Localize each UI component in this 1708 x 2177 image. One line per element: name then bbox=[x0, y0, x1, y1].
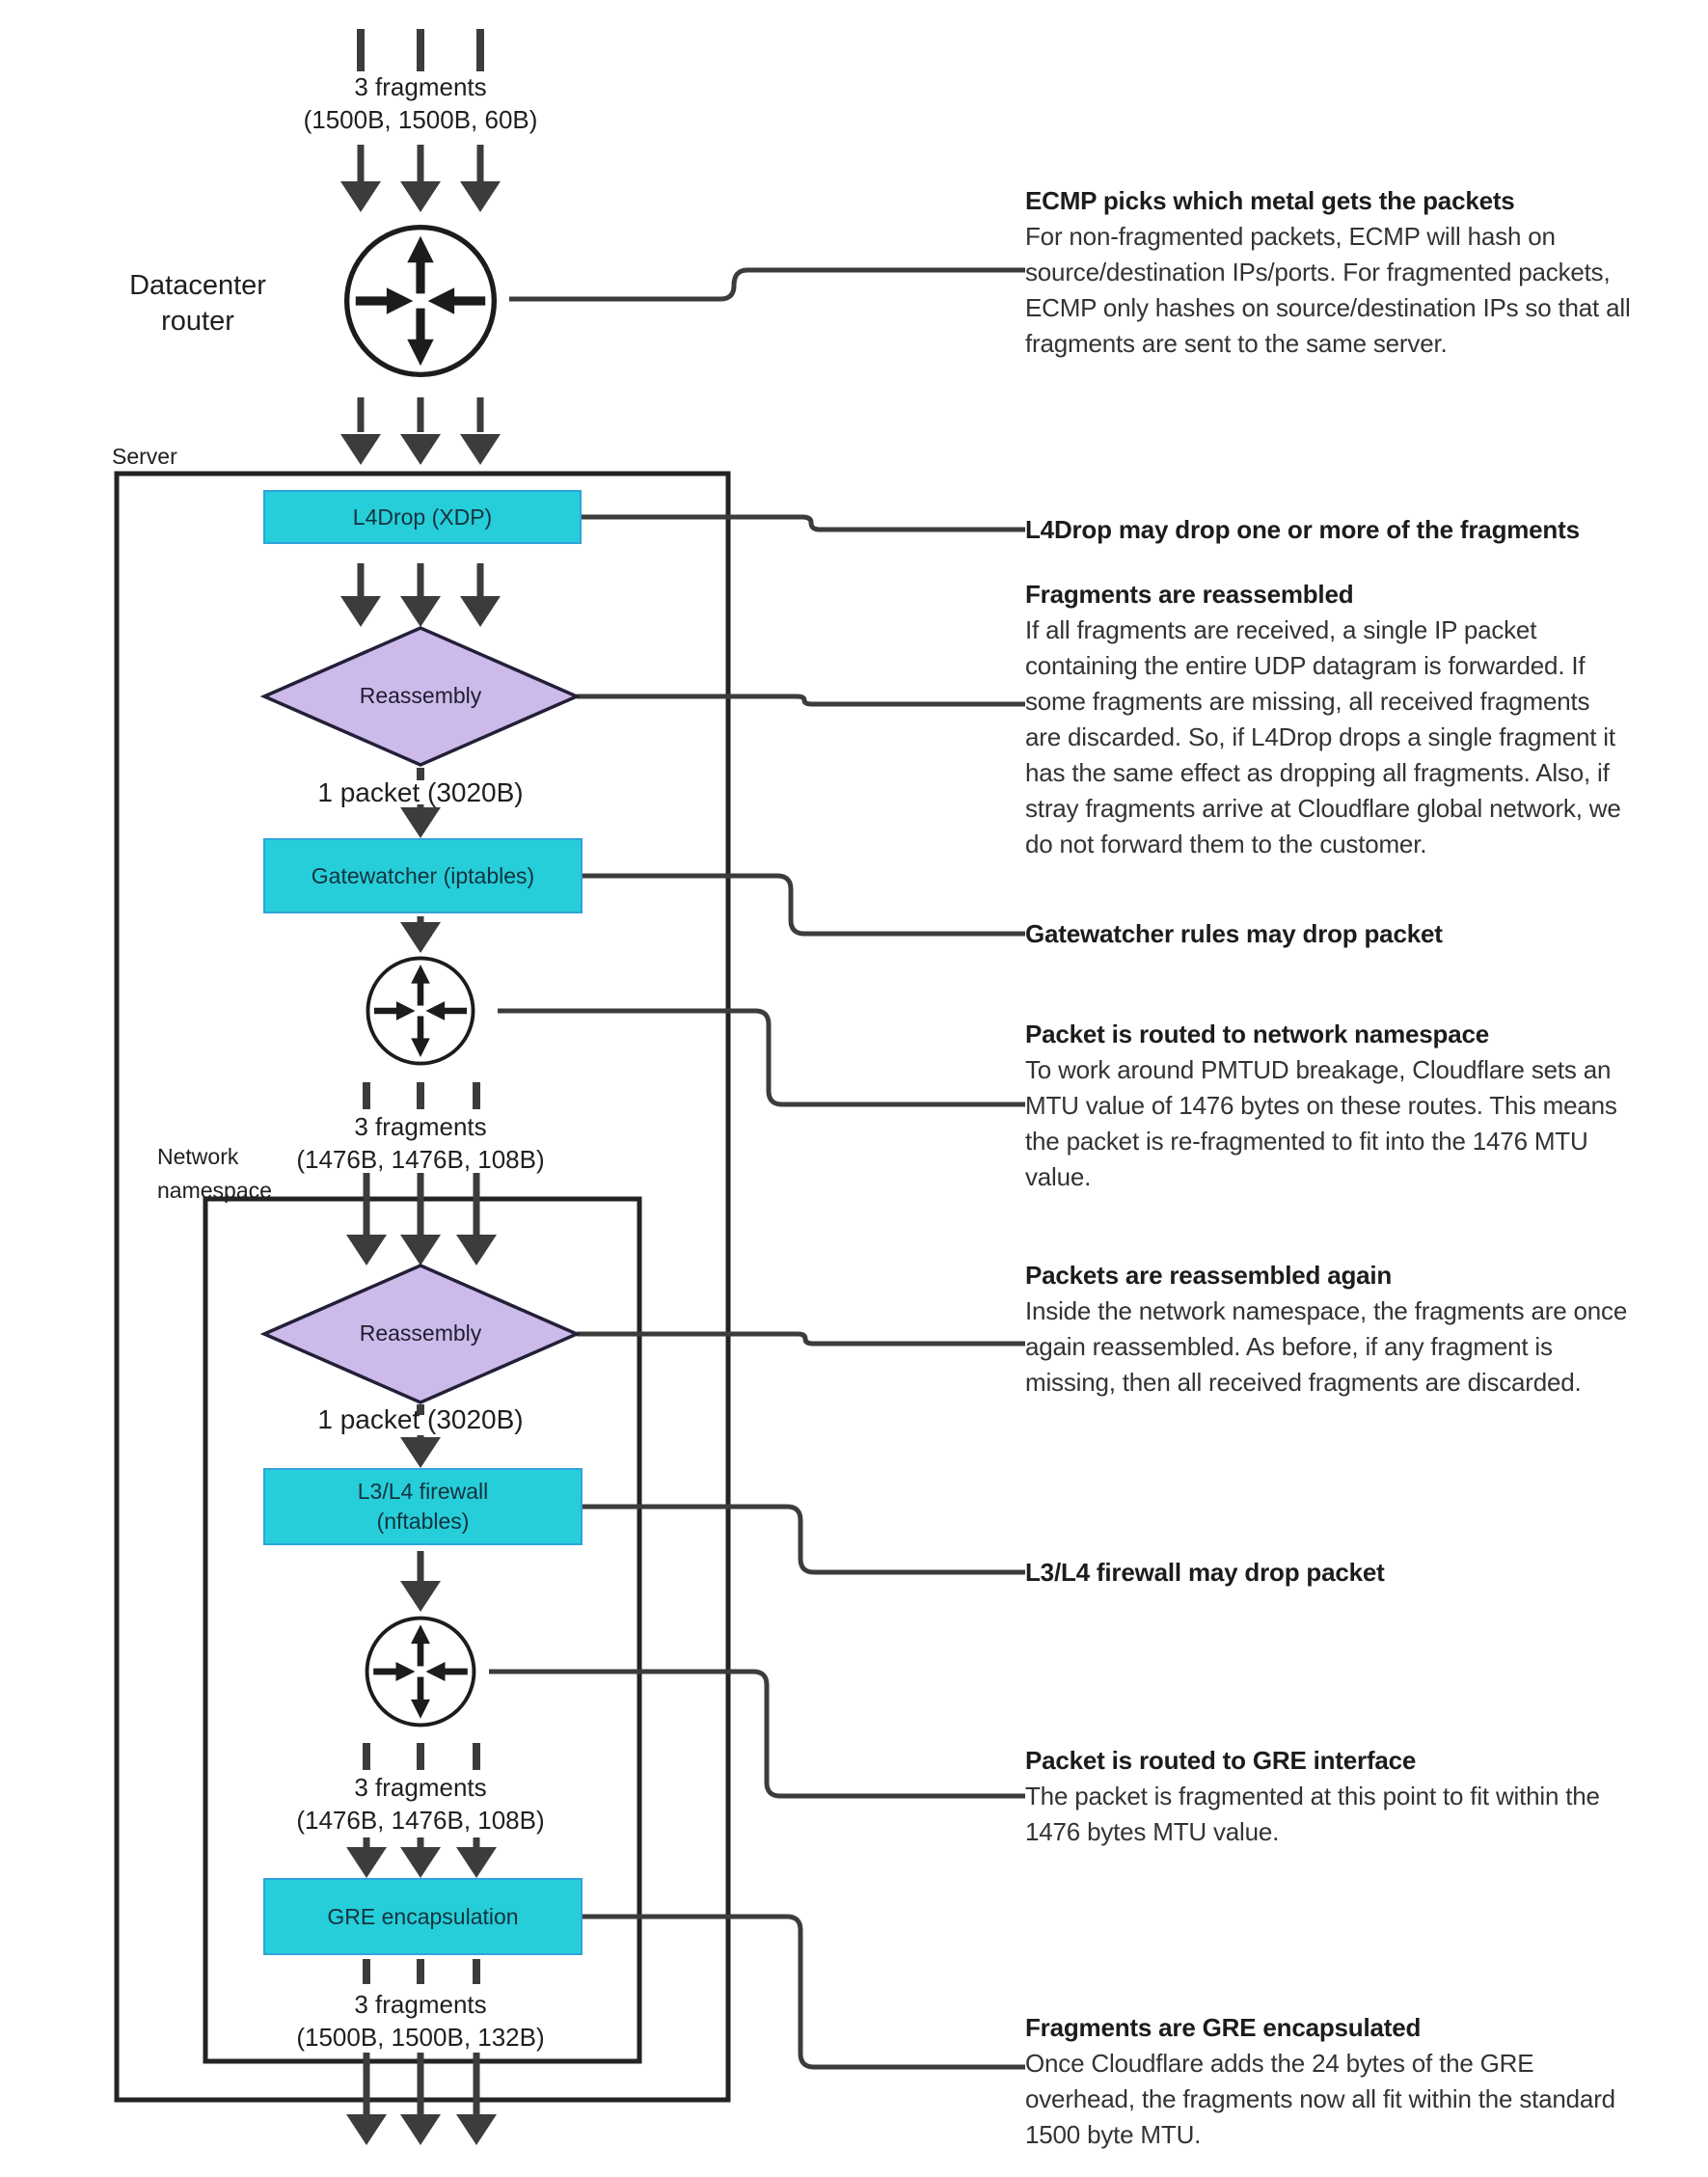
connector-l4drop bbox=[582, 517, 1025, 530]
annotation-l3l4: L3/L4 firewall may drop packet bbox=[1025, 1558, 1385, 1587]
connector-l3l4 bbox=[583, 1507, 1025, 1572]
arrow-gatewatcher-to-router bbox=[400, 916, 441, 953]
annotation-l4drop: L4Drop may drop one or more of the fragments bbox=[1025, 515, 1580, 544]
l3l4-firewall-box: L3/L4 firewall (nftables) bbox=[263, 1468, 583, 1545]
l4drop-box: L4Drop (XDP) bbox=[263, 490, 582, 544]
datacenter-router-icon bbox=[347, 228, 495, 375]
mid-fragment-ticks bbox=[366, 1082, 476, 1109]
arrows-into-server bbox=[340, 397, 501, 465]
reassembly-1-label: Reassembly bbox=[359, 683, 482, 708]
connector-reassembly-2 bbox=[577, 1334, 1025, 1344]
annotation-gre-encap: Fragments are GRE encapsulated Once Cloudflare adds the 24 bytes of the GRE overhead, the fragments now all fit within the standard 1500 byte MTU. bbox=[1025, 2013, 1615, 2149]
annotation-ecmp: ECMP picks which metal gets the packets For non-fragmented packets, ECMP will hash on source/destination IPs/ports. For fragmented packets, ECMP only hashes on source/destination IPs so that all fragments are sent to the same server. bbox=[1025, 186, 1631, 358]
bottom-fragments-label: 3 fragments (1500B, 1500B, 132B) bbox=[296, 1990, 545, 2052]
arrows-into-datacenter-router bbox=[340, 145, 501, 212]
connector-ecmp bbox=[509, 270, 1025, 299]
datacenter-router-label: Datacenter router bbox=[129, 270, 266, 337]
arrows-exiting-server bbox=[346, 2053, 497, 2145]
top-fragments-line1: 3 fragments bbox=[354, 72, 487, 101]
server-router-icon bbox=[367, 958, 473, 1063]
bottom-fragment-ticks bbox=[366, 1959, 476, 1984]
arrow-packet-to-l3l4 bbox=[400, 1435, 441, 1468]
namespace-router-icon bbox=[367, 1619, 474, 1726]
arrow-packet-to-gatewatcher bbox=[400, 804, 441, 838]
packet-2-label: 1 packet (3020B) bbox=[317, 1404, 524, 1434]
network-namespace-label: Network namespace bbox=[157, 1144, 272, 1203]
reassembly-2-label: Reassembly bbox=[359, 1320, 482, 1346]
connector-netns-route bbox=[498, 1011, 1025, 1104]
annotation-reassembled: Fragments are reassembled If all fragments are received, a single IP packet containing the entire UDP datagram is forwarded. If some fragments are missing, all received fragments are discarded. So, if L4Drop drops a single fragment it has the same effect as dropping all fragments. Also, if stray fragments arrive at Cloudflare global network, we do not forward them to the customer. bbox=[1025, 580, 1621, 858]
top-fragments-label bbox=[228, 70, 613, 136]
top-fragment-ticks bbox=[361, 29, 480, 71]
connector-reassembly-1 bbox=[577, 696, 1025, 704]
annotation-netns-route: Packet is routed to network namespace To work around PMTUD breakage, Cloudflare sets an MTU value of 1476 bytes on these routes. This means the packet is re-fragmented to fit into the 1476 MTU value. bbox=[1025, 1020, 1617, 1191]
arrow-l3l4-to-router bbox=[400, 1551, 441, 1612]
gatewatcher-box: Gatewatcher (iptables) bbox=[263, 838, 583, 913]
arrows-into-gre bbox=[346, 1837, 497, 1878]
annotation-reassembled-again: Packets are reassembled again Inside the network namespace, the fragments are once again reassembled. As before, if any fragment is missing, then all received fragments are discarded. bbox=[1025, 1261, 1628, 1397]
mid-fragments-label: 3 fragments (1476B, 1476B, 108B) bbox=[296, 1112, 545, 1174]
top-fragments-line2: (1500B, 1500B, 60B) bbox=[303, 105, 538, 134]
server-label: Server bbox=[112, 444, 177, 469]
packet-1-label: 1 packet (3020B) bbox=[317, 777, 524, 807]
pre-gre-fragments-label: 3 fragments (1476B, 1476B, 108B) bbox=[296, 1773, 545, 1835]
annotation-gre-route: Packet is routed to GRE interface The packet is fragmented at this point to fit within the 1476 bytes MTU value. bbox=[1025, 1746, 1600, 1846]
annotation-gatewatcher: Gatewatcher rules may drop packet bbox=[1025, 919, 1443, 948]
connector-gre-encap bbox=[583, 1917, 1025, 2067]
arrows-into-namespace bbox=[346, 1173, 497, 1265]
connector-gatewatcher bbox=[583, 876, 1025, 934]
pre-gre-fragment-ticks bbox=[366, 1743, 476, 1770]
arrows-l4drop-to-reassembly bbox=[340, 563, 501, 627]
gre-encapsulation-box: GRE encapsulation bbox=[263, 1878, 583, 1955]
